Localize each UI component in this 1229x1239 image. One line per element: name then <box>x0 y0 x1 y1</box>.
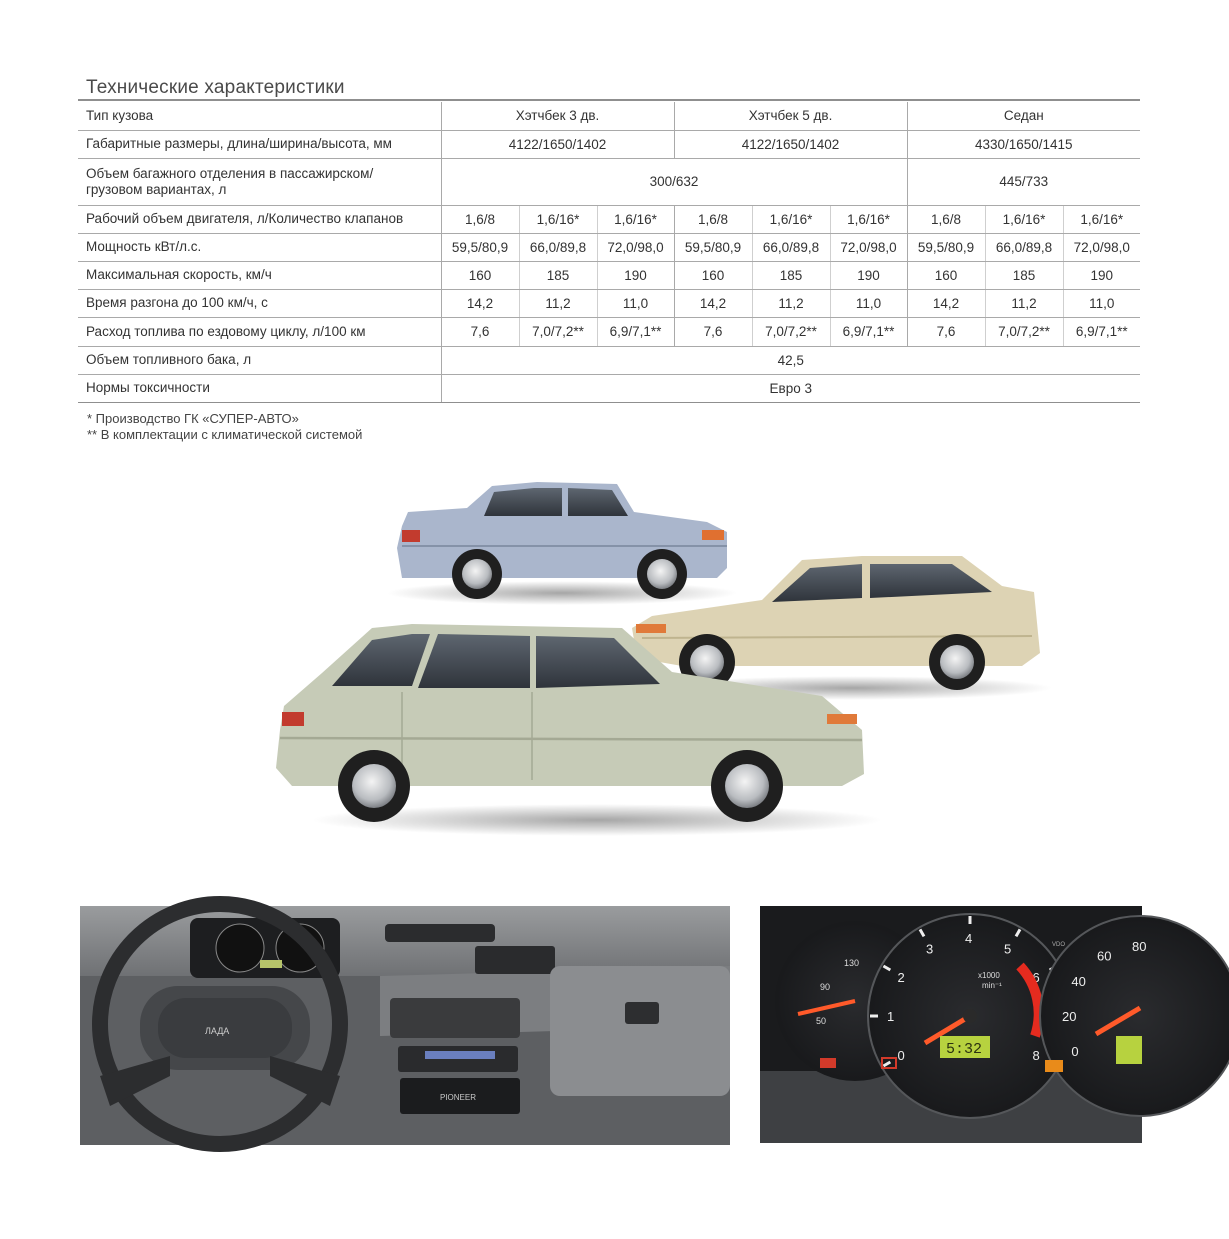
spec-row <box>78 317 1140 346</box>
section-title: Технические характеристики <box>86 77 345 98</box>
spec-row <box>78 233 1140 261</box>
lcd-clock: 5:32 <box>946 1041 983 1058</box>
spec-label: Объем топливного бака, л <box>78 346 441 374</box>
spec-label: Тип кузова <box>78 102 441 130</box>
spec-value: 185 <box>985 261 1063 289</box>
spec-value: 1,6/8 <box>674 205 752 233</box>
radio-brand: PIONEER <box>440 1093 477 1102</box>
spec-label: Габаритные размеры, длина/ширина/высота, мм <box>78 130 441 158</box>
spec-label: Нормы токсичности <box>78 374 441 402</box>
spec-value: 11,2 <box>985 289 1063 317</box>
spec-row <box>78 374 1140 402</box>
spec-value: 7,0/7,2** <box>519 317 597 346</box>
temp-tick-130: 130 <box>844 958 860 968</box>
spec-value: 14,2 <box>674 289 752 317</box>
spec-row <box>78 289 1140 317</box>
spec-value: 66,0/89,8 <box>985 233 1063 261</box>
spec-value: 11,2 <box>519 289 597 317</box>
spec-value: 7,6 <box>674 317 752 346</box>
spec-value: 160 <box>441 261 519 289</box>
check-engine-icon <box>1045 1060 1063 1072</box>
spec-row <box>78 158 1140 205</box>
speed-tick-label: 60 <box>1097 948 1112 964</box>
spec-value: 59,5/80,9 <box>441 233 519 261</box>
tach-tick-label: 5 <box>1004 941 1012 957</box>
spec-label: Время разгона до 100 км/ч, с <box>78 289 441 317</box>
spec-sedan-value: 445/733 <box>907 158 1140 205</box>
spec-value: 1,6/16* <box>985 205 1063 233</box>
spec-value: 6,9/7,1** <box>1063 317 1140 346</box>
photo-gauges <box>760 906 1147 1143</box>
spec-value: 11,0 <box>1063 289 1140 317</box>
speed-tick-label: 20 <box>1062 1009 1077 1024</box>
tach-tick-label: 8 <box>1032 1048 1040 1063</box>
spec-value: 7,0/7,2** <box>985 317 1063 346</box>
tach-tick-label: 4 <box>965 931 973 946</box>
spec-row <box>78 261 1140 289</box>
spec-value: 1,6/8 <box>441 205 519 233</box>
spec-value: 72,0/98,0 <box>597 233 674 261</box>
spec-value: 11,0 <box>597 289 674 317</box>
steering-badge: ЛАДА <box>205 1026 230 1036</box>
temp-tick-90: 90 <box>820 982 831 992</box>
tach-tick-label: 2 <box>897 970 905 985</box>
spec-value: 14,2 <box>441 289 519 317</box>
speed-tick-label: 0 <box>1071 1044 1079 1059</box>
spec-row <box>78 130 1140 158</box>
spec-value: 1,6/16* <box>752 205 830 233</box>
specs-body <box>78 102 1140 402</box>
spec-value: 185 <box>752 261 830 289</box>
specs-table <box>78 102 1140 403</box>
photo-dashboard <box>80 906 730 1145</box>
spec-label: Рабочий объем двигателя, л/Количество клапанов <box>78 205 441 233</box>
spec-value: 7,0/7,2** <box>752 317 830 346</box>
tach-tick-label: 3 <box>926 941 934 957</box>
speed-tick-label: 40 <box>1071 974 1086 989</box>
spec-value: 1,6/16* <box>1063 205 1140 233</box>
spec-value: 6,9/7,1** <box>597 317 674 346</box>
spec-value: 72,0/98,0 <box>1063 233 1140 261</box>
spec-value: 14,2 <box>907 289 985 317</box>
gauge-brand: VDO <box>1052 942 1066 948</box>
spec-value: 1,6/8 <box>907 205 985 233</box>
spec-value: 190 <box>1063 261 1140 289</box>
spec-value: 190 <box>597 261 674 289</box>
spec-value: 190 <box>830 261 907 289</box>
spec-value: 1,6/16* <box>830 205 907 233</box>
spec-label: Расход топлива по ездовому циклу, л/100 км <box>78 317 441 346</box>
tach-unit-1: x1000 <box>978 971 1000 980</box>
cars-illustration <box>262 468 1062 848</box>
spec-row <box>78 346 1140 374</box>
footnotes <box>87 411 362 443</box>
spec-value: 72,0/98,0 <box>830 233 907 261</box>
spec-value: 11,2 <box>752 289 830 317</box>
spec-hatchback-value: 300/632 <box>441 158 907 205</box>
spec-value: 6,9/7,1** <box>830 317 907 346</box>
spec-label: Мощность кВт/л.с. <box>78 233 441 261</box>
spec-value: 11,0 <box>830 289 907 317</box>
footnote-1: * Производство ГК «СУПЕР-АВТО» <box>87 411 299 426</box>
spec-group-value: 4122/1650/1402 <box>441 130 674 158</box>
car-sedan <box>387 482 737 605</box>
spec-row <box>78 205 1140 233</box>
spec-value: 59,5/80,9 <box>907 233 985 261</box>
spec-group-value: Седан <box>907 102 1140 130</box>
spec-value: 59,5/80,9 <box>674 233 752 261</box>
spec-value: 66,0/89,8 <box>752 233 830 261</box>
title-rule <box>78 99 1140 101</box>
speed-tick-label: 80 <box>1132 939 1147 954</box>
spec-label: Максимальная скорость, км/ч <box>78 261 441 289</box>
spec-group-value: 4122/1650/1402 <box>674 130 907 158</box>
oil-warning-icon <box>820 1058 836 1068</box>
spec-value: 160 <box>674 261 752 289</box>
spec-value: 7,6 <box>441 317 519 346</box>
tach-tick-label: 6 <box>1032 970 1040 985</box>
spec-value: 1,6/16* <box>519 205 597 233</box>
spec-group-value: Хэтчбек 5 дв. <box>674 102 907 130</box>
tach-tick-label: 0 <box>897 1048 905 1063</box>
spec-value: 7,6 <box>907 317 985 346</box>
temp-tick-50: 50 <box>816 1016 827 1026</box>
spec-common-value: 42,5 <box>441 346 1140 374</box>
spec-value: 66,0/89,8 <box>519 233 597 261</box>
spec-group-value: Хэтчбек 3 дв. <box>441 102 674 130</box>
spec-label: Объем багажного отделения в пассажирском/ грузовом вариантах, л <box>78 158 441 205</box>
spec-row <box>78 102 1140 130</box>
tach-tick-label: 1 <box>887 1009 895 1024</box>
spec-group-value: 4330/1650/1415 <box>907 130 1140 158</box>
spec-common-value: Евро 3 <box>441 374 1140 402</box>
spec-value: 160 <box>907 261 985 289</box>
tach-unit-2: min⁻¹ <box>982 981 1002 990</box>
spec-value: 185 <box>519 261 597 289</box>
spec-value: 1,6/16* <box>597 205 674 233</box>
footnote-2: ** В комплектации с климатической системой <box>87 427 363 442</box>
